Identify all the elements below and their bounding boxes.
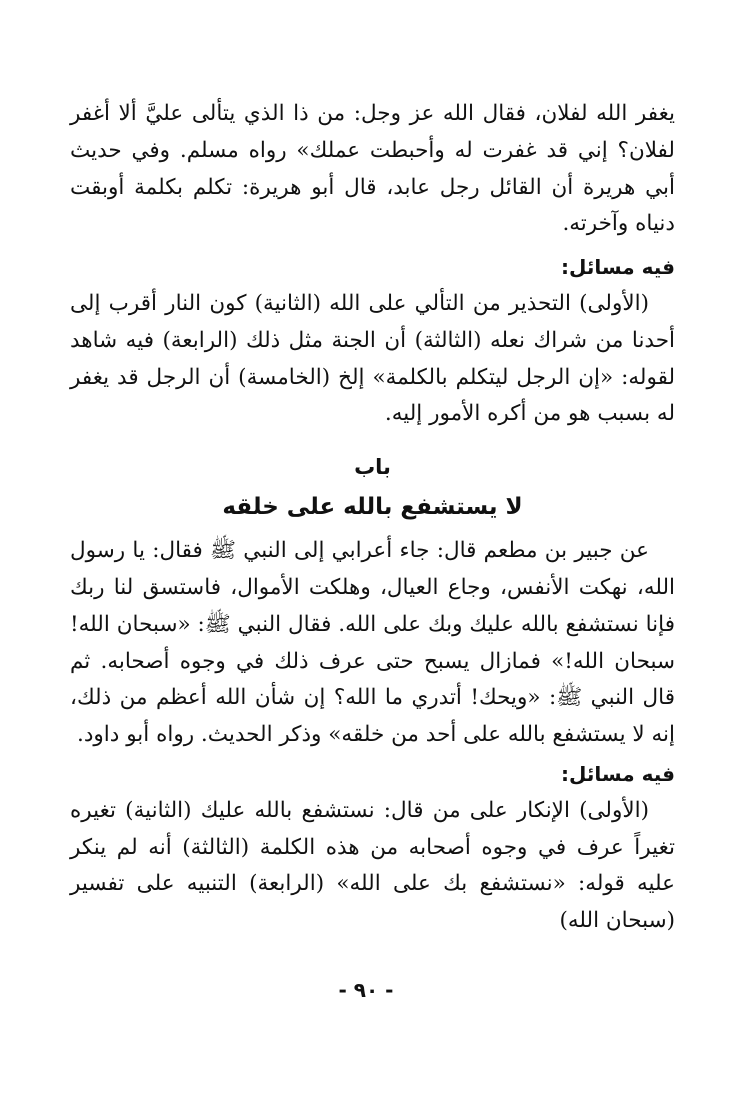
page-body — [70, 96, 675, 940]
issues-paragraph-1: (الأولى) التحذير من التألي على الله (الثانية) كون النار أقرب إلى أحدنا من شراك نعله (الثالثة) أن الجنة مثل ذلك (الرابعة) فيه شاهد لقوله: «إن الرجل ليتكلم بالكلمة» إلخ (الخامسة) أن الرجل قد يغفر له بسبب هو من أكره الأمور إليه. — [70, 290, 675, 427]
issues-paragraph-2: (الأولى) الإنكار على من قال: نستشفع بالله عليك (الثانية) تغيره تغيراً عرف في وجوه أصحابه من هذه الكلمة (الثالثة) أنه لم ينكر عليه قوله: «نستشفع بك على الله» (الرابعة) التنبيه على تفسير (سبحان الله) — [70, 797, 675, 934]
issues-heading-1: فيه مسائل: — [561, 255, 675, 280]
hadith-paragraph-2: عن جبير بن مطعم قال: جاء أعرابي إلى النبي ﷺ فقال: يا رسول الله، نهكت الأنفس، وجاع العيال، وهلكت الأموال، فاستسق لنا ربك فإنا نستشفع بالله عليك وبك على الله. فقال النبي ﷺ: «سبحان الله! سبحان الله!» فمازال يسبح حتى عرف ذلك في وجوه أصحابه. ثم قال النبي ﷺ: «ويحك! أتدري ما الله؟ إن شأن الله أعظم من ذلك، إنه لا يستشفع بالله على أحد من خلقه» وذكر الحديث. رواه أبو داود. — [70, 538, 675, 748]
chapter-label: باب — [354, 455, 391, 480]
chapter-title: لا يستشفع بالله على خلقه — [222, 494, 523, 521]
issues-heading-2: فيه مسائل: — [561, 761, 675, 786]
page-number: - ٩٠ - — [338, 978, 394, 1002]
hadith-continuation-paragraph: يغفر الله لفلان، فقال الله عز وجل: من ذا الذي يتألى عليَّ ألا أغفر لفلان؟ إني قد غفرت له وأحبطت عملك» رواه مسلم. وفي حديث أبي هريرة أن القائل رجل عابد، قال أبو هريرة: تكلم بكلمة أوبقت دنياه وآخرته. — [70, 101, 675, 237]
